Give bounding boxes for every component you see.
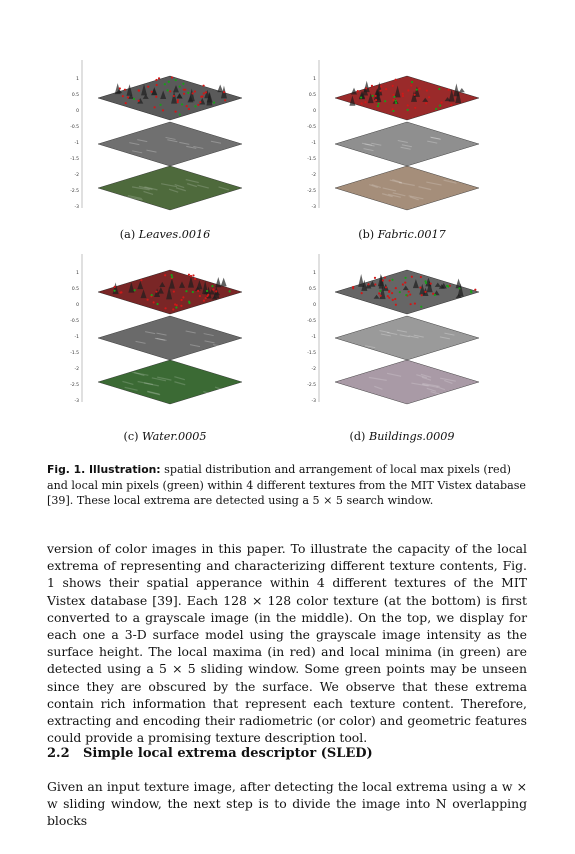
surface-layer [335,270,479,314]
local-min-point [171,274,173,276]
local-max-point [212,289,214,291]
local-min-point [384,100,386,102]
local-min-point [113,290,115,292]
local-max-point [155,79,157,81]
local-max-point [194,278,196,280]
local-max-point [389,279,391,281]
local-max-point [367,283,369,285]
local-min-point [395,102,397,104]
local-max-point [402,93,404,95]
surface-plot-water [60,242,270,432]
local-max-point [199,295,201,297]
axis-tick-label: -1 [74,141,79,146]
local-max-point [374,283,376,285]
local-max-point [186,105,188,107]
local-max-point [391,292,393,294]
axis-tick-label: -1 [311,141,316,146]
local-max-point [173,95,175,97]
local-max-point [379,295,381,297]
local-min-point [181,103,183,105]
local-max-point [392,94,394,96]
local-max-point [156,84,158,86]
local-min-point [470,291,472,293]
local-max-point [205,91,207,93]
local-min-point [416,89,418,91]
local-max-point [190,275,192,277]
local-max-point [197,104,199,106]
local-max-point [384,277,386,279]
local-min-point [159,104,161,106]
local-max-point [215,290,217,292]
local-max-point [374,277,376,279]
axis-tick-label: 0.5 [71,287,79,292]
axis-tick-label: -1.5 [70,351,79,356]
subcaption-water: (c) Water.0005 [123,430,207,443]
local-min-point [377,105,379,107]
axis-tick-label: -2.5 [70,189,79,194]
local-max-point [172,308,174,310]
local-max-point [158,77,160,79]
color-texture-layer [335,360,479,404]
grayscale-layer [98,316,242,360]
local-max-point [394,298,396,300]
axis-tick-label: -3 [74,399,79,404]
local-max-point [371,85,373,87]
local-min-point [175,79,177,81]
local-max-point [223,91,225,93]
local-min-point [213,101,215,103]
local-min-point [360,96,362,98]
local-max-point [203,300,205,302]
local-min-point [424,280,426,282]
surface-peak [351,88,357,95]
local-min-point [175,306,177,308]
local-max-point [374,95,376,97]
surface-peak [217,85,223,93]
local-max-point [420,276,422,278]
local-max-point [192,274,194,276]
local-min-point [377,103,379,105]
color-texture-layer [335,166,479,210]
local-max-point [153,301,155,303]
section-number: 2.2 [47,746,70,761]
local-min-point [439,105,441,107]
local-max-point [385,88,387,90]
local-max-point [183,93,185,95]
local-max-point [424,291,426,293]
axis-tick-label: 0 [313,303,316,308]
local-min-point [182,83,184,85]
local-max-point [364,101,366,103]
local-max-point [379,90,381,92]
local-max-point [388,291,390,293]
local-min-point [168,81,170,83]
subcaption-buildings: (d) Buildings.0009 [349,430,455,443]
axis-tick-label: -2.5 [307,189,316,194]
local-max-point [140,279,142,281]
local-max-point [409,293,411,295]
local-max-point [182,296,184,298]
figure-caption [47,462,527,509]
local-max-point [407,104,409,106]
local-max-point [404,281,406,283]
local-min-point [179,113,181,115]
surface-plot-buildings [297,242,507,432]
local-min-point [156,303,158,305]
local-max-point [421,294,423,296]
local-max-point [138,89,140,91]
local-max-point [125,102,127,104]
axis-tick-label: 1 [313,271,316,276]
local-max-point [174,111,176,113]
local-min-point [187,92,189,94]
axis-tick-label: 0.5 [308,93,316,98]
local-max-point [176,304,178,306]
local-max-point [138,100,140,102]
subcaption-fabric: (b) Fabric.0017 [358,228,446,241]
axis-tick-label: -3 [74,205,79,210]
local-max-point [365,87,367,89]
grayscale-layer [335,122,479,166]
local-max-point [171,76,173,78]
local-max-point [385,286,387,288]
surface-peak [215,277,221,287]
local-max-point [188,274,190,276]
local-min-point [391,279,393,281]
axis-tick-label: -2 [74,367,79,372]
local-max-point [395,304,397,306]
local-max-point [162,109,164,111]
local-min-point [167,89,169,91]
local-min-point [134,289,136,291]
axis-tick-label: -2 [74,173,79,178]
local-min-point [192,291,194,293]
axis-tick-label: -0.5 [307,319,316,324]
body-paragraph-2: Given an input texture image, after detecting the local extrema using a w × w sliding window, the next step is to divide the image into N overlapping blocks [47,779,527,829]
local-min-point [404,277,406,279]
local-max-point [184,89,186,91]
local-max-point [122,95,124,97]
local-min-point [411,81,413,83]
panel-fabric [297,48,507,238]
local-max-point [197,290,199,292]
figure-caption-label: Fig. 1. Illustration: [47,463,161,476]
local-max-point [413,94,415,96]
axis-tick-label: -0.5 [70,125,79,130]
surface-plot-leaves [60,48,270,238]
surface-peak [453,83,459,96]
local-min-point [133,98,135,100]
local-min-point [206,290,208,292]
local-min-point [171,276,173,278]
axis-tick-label: 0 [76,303,79,308]
local-min-point [407,109,409,111]
local-max-point [352,286,354,288]
local-min-point [393,96,395,98]
local-max-point [387,295,389,297]
local-max-point [206,295,208,297]
local-max-point [155,96,157,98]
local-max-point [177,101,179,103]
local-max-point [180,305,182,307]
local-min-point [188,301,190,303]
local-max-point [357,90,359,92]
color-texture-layer [98,360,242,404]
axis-tick-label: -1.5 [307,351,316,356]
panel-water [60,242,270,432]
local-min-point [458,287,460,289]
axis-tick-label: -0.5 [307,125,316,130]
axis-tick-label: 1 [313,77,316,82]
axis-tick-label: 1 [76,77,79,82]
grayscale-layer [335,316,479,360]
local-max-point [418,87,420,89]
local-min-point [379,290,381,292]
axis-tick-label: 0.5 [71,93,79,98]
local-min-point [399,291,401,293]
local-min-point [438,88,440,90]
local-max-point [151,91,153,93]
local-min-point [372,95,374,97]
local-min-point [229,290,231,292]
local-max-point [414,107,416,109]
local-min-point [211,285,213,287]
local-max-point [411,276,413,278]
local-min-point [194,105,196,107]
surface-peak [358,274,364,287]
axis-tick-label: -0.5 [70,319,79,324]
local-max-point [127,96,129,98]
local-max-point [224,99,226,101]
local-max-point [169,90,171,92]
local-max-point [392,99,394,101]
local-max-point [147,86,149,88]
local-max-point [430,282,432,284]
local-max-point [392,299,394,301]
surface-peak [459,88,465,92]
axis-tick-label: -2 [311,367,316,372]
axis-tick-label: -3 [311,205,316,210]
local-max-point [410,84,412,86]
local-max-point [410,303,412,305]
local-max-point [177,99,179,101]
local-max-point [205,297,207,299]
local-max-point [199,101,201,103]
surface-peak [221,278,227,287]
local-max-point [419,286,421,288]
grayscale-layer [98,122,242,166]
local-max-point [402,283,404,285]
axis-tick-label: -1 [74,335,79,340]
local-max-point [395,79,397,81]
axis-tick-label: -1.5 [70,157,79,162]
panel-buildings [297,242,507,432]
local-min-point [435,108,437,110]
local-max-point [188,108,190,110]
surface-plot-fabric [297,48,507,238]
surface-layer [98,76,242,120]
local-max-point [408,291,410,293]
local-min-point [151,294,153,296]
local-min-point [434,294,436,296]
local-max-point [375,99,377,101]
axis-tick-label: -2 [311,173,316,178]
local-max-point [154,106,156,108]
local-max-point [426,89,428,91]
local-max-point [164,307,166,309]
section-heading [47,746,527,761]
local-max-point [382,279,384,281]
local-max-point [173,290,175,292]
axis-tick-label: -3 [311,399,316,404]
local-max-point [428,96,430,98]
local-min-point [164,83,166,85]
local-max-point [124,89,126,91]
local-max-point [164,274,166,276]
local-max-point [380,85,382,87]
local-max-point [180,299,182,301]
body-paragraph-1: version of color images in this paper. To illustrate the capacity of the local extrema of representing and characterizing different texture contents, Fig. 1 shows their spatial apperance within 4 different textures of the MIT Vistex database [39]. Each 128 × 128 color texture (at the bottom) is first converted to a grayscale image (in the middle). On the top, we display for each one a 3-D surface model using the grayscale image intensity as the surface height. The local maxima (in red) and local minima (in green) are detected using a 5 × 5 sliding window. Some green points may be unseen since they are obscured by the surface. We observe that these extrema contain rich information that represent each texture content. Therefore, extracting and encoding their radiometric (or color) and geometric features could provide a promising texture description tool. [47,541,527,746]
panel-leaves [60,48,270,238]
local-min-point [420,306,422,308]
local-min-point [405,294,407,296]
figure-caption-text: spatial distribution and arrangement of local max pixels (red) and local min pixels (green) within 4 different textures from the MIT Vistex database [39]. These local extrema are detected using a 5 × 5 search window. [47,463,526,508]
local-min-point [185,290,187,292]
subcaption-leaves: (a) Leaves.0016 [119,228,211,241]
axis-tick-label: -2.5 [307,383,316,388]
local-max-point [203,92,205,94]
local-max-point [202,85,204,87]
local-max-point [425,102,427,104]
axis-tick-label: 1 [76,271,79,276]
local-max-point [395,287,397,289]
local-max-point [192,92,194,94]
local-max-point [200,96,202,98]
local-max-point [119,87,121,89]
local-max-point [360,102,362,104]
local-max-point [414,302,416,304]
local-max-point [155,291,157,293]
section-title: Simple local extrema descriptor (SLED) [83,746,373,761]
local-min-point [392,110,394,112]
axis-tick-label: -1 [311,335,316,340]
local-max-point [392,85,394,87]
local-max-point [147,299,149,301]
local-min-point [179,86,181,88]
axis-tick-label: -1.5 [307,157,316,162]
local-max-point [378,292,380,294]
local-max-point [194,90,196,92]
local-max-point [119,291,121,293]
local-max-point [114,286,116,288]
axis-tick-label: 0 [313,109,316,114]
local-max-point [441,101,443,103]
local-max-point [447,89,449,91]
local-max-point [474,289,476,291]
local-min-point [395,100,397,102]
local-max-point [402,95,404,97]
local-max-point [407,89,409,91]
axis-tick-label: 0.5 [308,287,316,292]
local-max-point [450,104,452,106]
local-min-point [447,285,449,287]
axis-tick-label: 0 [76,109,79,114]
local-max-point [361,292,363,294]
axis-tick-label: -2.5 [70,383,79,388]
